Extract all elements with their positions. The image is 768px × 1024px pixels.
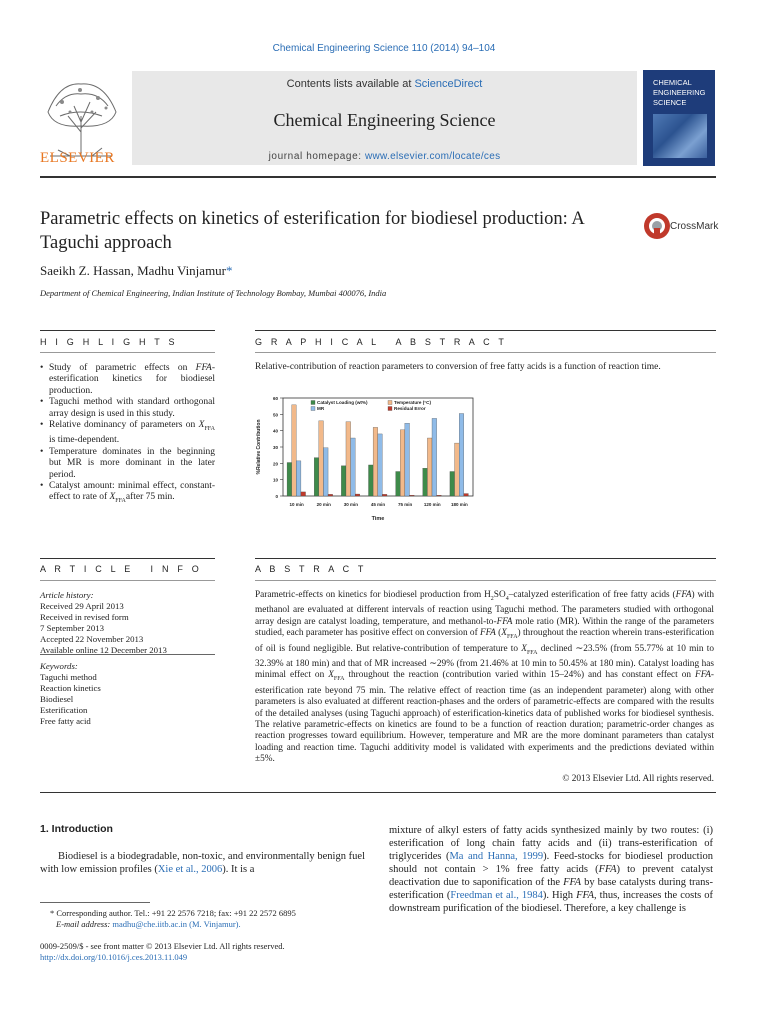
bar-catalyst-loading-wt [423, 468, 428, 496]
bar-mr [296, 461, 301, 496]
legend-label: Residual Error [394, 406, 426, 411]
x-tick-label: 30 min [343, 502, 358, 507]
bar-mr [323, 448, 328, 496]
y-tick-label: 20 [272, 461, 278, 467]
intro-left-column: Biodiesel is a biodegradable, non-toxic, and environmentally benign fuel with low emission profiles (Xie et al., 2006). It is a [40, 851, 365, 875]
legend-swatch [388, 407, 392, 411]
x-tick-label: 75 min [398, 502, 413, 507]
article-title: Parametric effects on kinetics of esterification for biodiesel production: A Taguchi approach [40, 209, 584, 253]
graphical-rule [255, 330, 716, 331]
x-tick-label: 20 min [316, 502, 331, 507]
cover-artwork [653, 114, 707, 158]
graphical-abstract-heading: G R A P H I C A L A B S T R A C T [255, 337, 508, 347]
y-axis-label: %Relative Contribution [256, 419, 262, 475]
bar-catalyst-loading-wt [314, 458, 319, 496]
abstract-body: Parametric-effects on kinetics for biodiesel production from $H_2SO_4$–catalyzed esterification of free fatty acids (FFA) with methanol are evaluated at different intervals of reaction using Taguchi method. The parameters studied with orthogonal array design are catalyst loading, temperature, and methanol-to-FFA mole ratio (MR). Within the range of the parameters studied, each parameter has positive effect on conversion of FFA $(X_{FFA})$ throughout the reaction wherein trans-esterification of oil is found negligible. But relative-contribution of temperature to $X_{FFA}$ declined ∼23.5% (from 55.77% at 10 min to 32.39% at 180 min) and that of MR increased ∼29% (from 21.46% at 10 min to 50.45% at 180 min). Catalyst loading has minimal effect on $X_{FFA}$ throughout the reaction (contribution varied within 15–24%) and has constant effect on FFA-esterification rate beyond 75 min. The relative effect of reaction time (as an independent parameter) along with other parameters is also evaluated at different reaction-phases and the orders of parametric-effects are compared with the results of the detailed analyses (using Taguchi approach) of esterification-kinetics data of published works for biodiesel synthesis. The relative parametric-effects on kinetics are found to be a function of reaction duration; parametric-order changes as reaction progresses toward equilibrium. However, temperature and MR are the more dominant parameters than catalyst loading and reaction time. Taguchi additivity model is validated with experiments and the predictions deviated within ±5%. [255, 590, 715, 765]
x-axis-label: Time [371, 516, 385, 522]
citation-link[interactable]: Xie et al., 2006 [157, 864, 223, 875]
author-list [40, 263, 233, 279]
footnote-email-line: E-mail address: madhu@che.iitb.ac.in (M. Vinjamur). [56, 919, 241, 929]
abstract-heading: A B S T R A C T [255, 564, 367, 574]
bar-temperature-c [400, 430, 405, 496]
crossmark-label[interactable]: CrossMark [670, 221, 719, 232]
y-tick-label: 60 [272, 396, 278, 401]
bar-residual-error [355, 494, 360, 496]
sciencedirect-link[interactable]: ScienceDirect [414, 78, 483, 90]
bar-residual-error [301, 492, 306, 496]
bar-mr [378, 434, 383, 496]
bar-mr [459, 414, 464, 496]
history-label: Article history: [40, 590, 94, 600]
y-tick-label: 30 [272, 445, 278, 450]
legend-label: MR [317, 406, 325, 411]
y-tick-label: 0 [275, 494, 278, 499]
bar-mr [351, 438, 356, 496]
homepage-link[interactable]: www.elsevier.com/locate/ces [365, 151, 501, 162]
bar-catalyst-loading-wt [396, 472, 401, 497]
bar-residual-error [464, 494, 469, 496]
bar-temperature-c [292, 405, 297, 496]
bar-residual-error [409, 495, 414, 496]
legend-swatch [311, 407, 315, 411]
highlights-underline [40, 352, 215, 353]
copyright-notice: © 2013 Elsevier Ltd. All rights reserved. [562, 774, 714, 784]
relative-contribution-bar-chart [255, 392, 475, 524]
legend-swatch [311, 401, 315, 405]
cover-line-2: ENGINEERING [653, 88, 706, 97]
legend-label: Temperature (°C) [394, 400, 431, 405]
bar-residual-error [328, 494, 333, 496]
keywords [40, 661, 215, 727]
highlights-list [40, 363, 215, 508]
abstract-rule [255, 558, 716, 559]
article-info-underline [40, 580, 215, 581]
highlight-item: • Catalyst amount: minimal effect, constant-effect to rate of $X_{FFA}after$ 75 min. [40, 481, 215, 508]
body-rule [40, 792, 716, 793]
bar-residual-error [382, 494, 387, 496]
history-item: 7 September 2013 [40, 623, 105, 633]
highlights-rule [40, 330, 215, 331]
highlight-item: • Study of parametric effects on FFA-esterification kinetics for biodiesel production. [40, 363, 215, 397]
bar-catalyst-loading-wt [369, 465, 374, 496]
email-link[interactable]: madhu@che.iitb.ac.in (M. Vinjamur). [112, 919, 241, 929]
cover-line-1: CHEMICAL [653, 78, 692, 87]
front-matter-info [40, 941, 285, 963]
doi-link[interactable]: http://dx.doi.org/10.1016/j.ces.2013.11.049 [40, 952, 188, 962]
graphical-abstract-text: Relative-contribution of reaction parameters to conversion of free fatty acids is a function of reaction time. [255, 362, 661, 372]
keyword-item: Taguchi method [40, 672, 97, 682]
header-rule [40, 176, 716, 178]
legend-swatch [388, 401, 392, 405]
corresponding-author-footnote [40, 908, 365, 930]
bar-temperature-c [455, 443, 460, 496]
contents-prefix: Contents lists available at [286, 78, 415, 90]
keywords-label: Keywords: [40, 661, 78, 671]
bar-catalyst-loading-wt [341, 466, 346, 496]
x-tick-label: 10 min [289, 502, 304, 507]
bar-residual-error [437, 495, 442, 496]
homepage-prefix: journal homepage: [268, 151, 366, 162]
y-tick-label: 50 [272, 412, 278, 418]
keyword-item: Biodiesel [40, 694, 74, 704]
article-info-rule [40, 558, 215, 559]
legend-label: Catalyst Loading (wt%) [317, 400, 368, 405]
journal-title: Chemical Engineering Science [273, 110, 496, 130]
y-tick-label: 10 [272, 477, 278, 483]
history-item: Available online 12 December 2013 [40, 645, 167, 655]
journal-cover-title [653, 78, 713, 108]
keyword-item: Free fatty acid [40, 716, 91, 726]
highlight-item: • Temperature dominates in the beginning but MR is more dominant in the later period. [40, 447, 215, 481]
bar-mr [405, 423, 410, 496]
keyword-item: Esterification [40, 705, 88, 715]
x-tick-label: 45 min [370, 502, 386, 507]
y-tick-label: 40 [272, 428, 278, 434]
bar-temperature-c [346, 422, 351, 496]
journal-reference[interactable]: Chemical Engineering Science 110 (2014) 94–104 [272, 43, 496, 54]
graphical-underline [255, 352, 716, 353]
issn-line: 0009-2509/$ - see front matter © 2013 Elsevier Ltd. All rights reserved. [40, 941, 285, 951]
bar-temperature-c [319, 421, 324, 496]
authors-names: Saeikh Z. Hassan, Madhu Vinjamur [40, 263, 227, 278]
citation-link[interactable]: Freedman et al., 1984 [450, 890, 543, 902]
citation-link[interactable]: Ma and Hanna, 1999 [449, 851, 544, 863]
x-tick-label: 120 min [423, 502, 441, 507]
publisher-logo-text: ELSEVIER [40, 150, 115, 166]
abstract-underline [255, 580, 716, 581]
highlight-item: • Taguchi method with standard orthogonal array design is used in this study. [40, 397, 215, 420]
journal-homepage [132, 151, 637, 162]
x-tick-label: 180 min [451, 502, 468, 507]
history-item: Accepted 22 November 2013 [40, 634, 144, 644]
cover-line-3: SCIENCE [653, 98, 687, 107]
highlight-item: • Relative dominancy of parameters on $X_{FFA}$ is time-dependent. [40, 420, 215, 447]
highlights-heading: H I G H L I G H T S [40, 337, 178, 347]
intro-right-column: mixture of alkyl esters of fatty acids synthesized mainly by two routes: (i) esterification of long chain fatty acids and (ii) trans-esterification of triglycerides (Ma and Hanna, 1999). Feed-stocks for biodiesel production should not contain > 1% free fatty acids (FFA) to prevent catalyst deactivation due to saponification of the FFA by base catalysts during trans-esterification (Freedman et al., 1984). High FFA, thus, increases the costs of downstream purification of the biodiesel. Therefore, a key challenge is [389, 825, 714, 915]
bar-temperature-c [427, 438, 432, 496]
bar-temperature-c [373, 427, 378, 496]
history-item: Received 29 April 2013 [40, 601, 124, 611]
article-history [40, 590, 215, 656]
history-item: Received in revised form [40, 612, 129, 622]
footnote-rule [40, 902, 150, 903]
affiliation: Department of Chemical Engineering, Indian Institute of Technology Bombay, Mumbai 400076, India [40, 288, 387, 298]
bar-mr [432, 418, 437, 496]
corresponding-author-mark[interactable]: * [226, 263, 233, 278]
bar-catalyst-loading-wt [287, 463, 292, 496]
article-info-heading: A R T I C L E I N F O [40, 564, 202, 574]
footnote-contact: * Corresponding author. Tel.: +91 22 2576 7218; fax: +91 22 2572 6895 [50, 908, 296, 918]
history-divider [40, 654, 215, 655]
keyword-item: Reaction kinetics [40, 683, 101, 693]
contents-line [132, 78, 637, 90]
bar-catalyst-loading-wt [450, 472, 455, 497]
section-heading-introduction: 1. Introduction [40, 823, 113, 835]
